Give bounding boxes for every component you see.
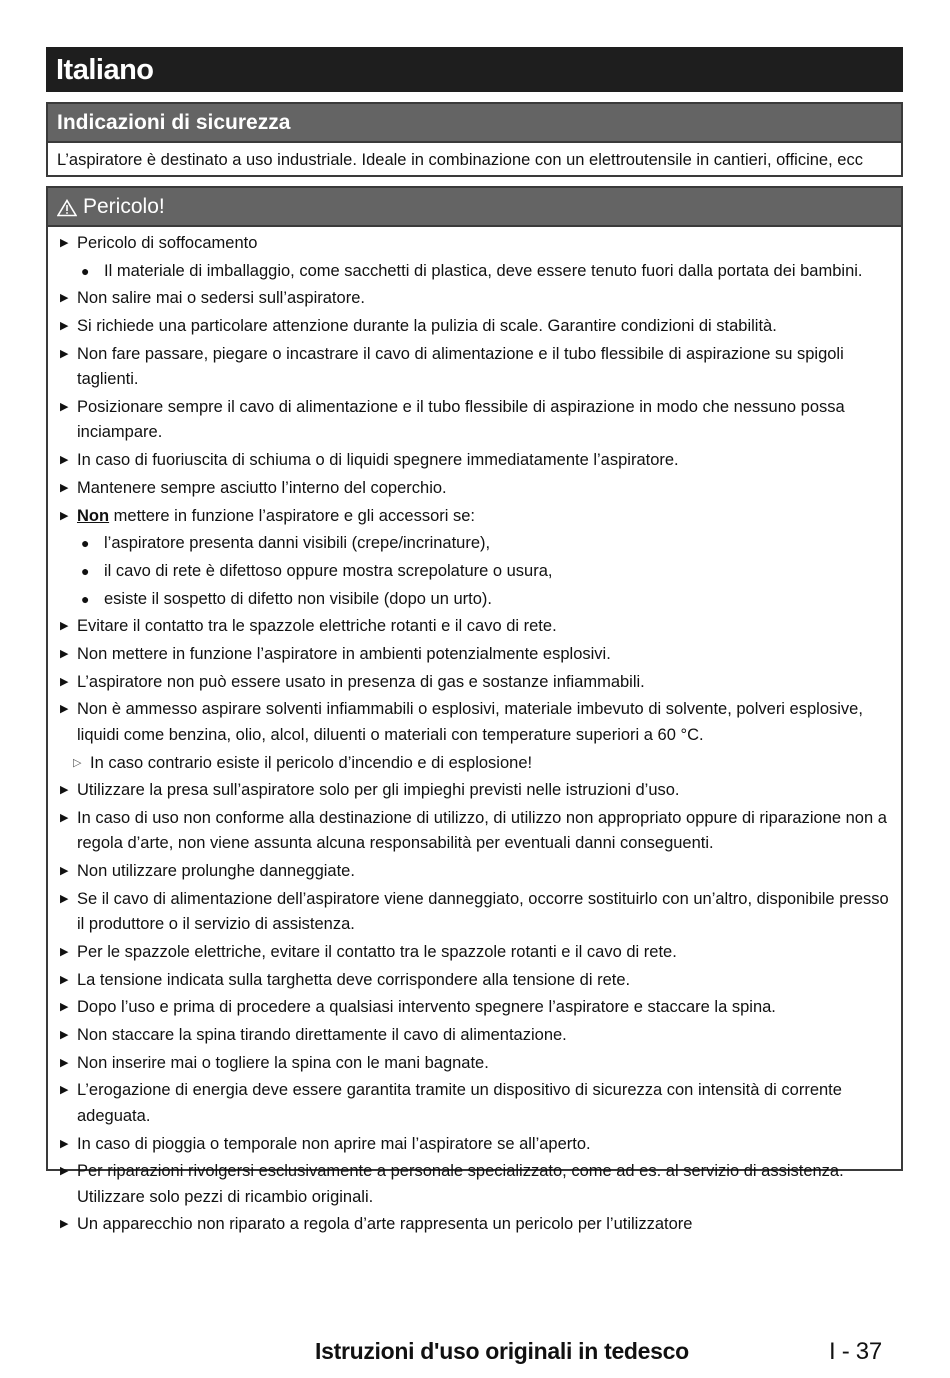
list-item — [48, 940, 889, 968]
list-item — [48, 342, 889, 395]
list-item — [48, 1212, 889, 1240]
arrow-bullet-icon: ▶ — [60, 892, 69, 905]
list-item — [48, 697, 889, 750]
item-text: In caso di fuoriuscita di schiuma o di liquidi spegnere immediatamente l’aspiratore. — [77, 451, 679, 470]
item-text: il cavo di rete è difettoso oppure mostra screpolature o usura, — [104, 561, 553, 580]
item-text: esiste il sospetto di difetto non visibile (dopo un urto). — [104, 589, 492, 608]
danger-heading: Pericolo! — [83, 194, 165, 218]
list-item — [48, 1132, 889, 1160]
arrow-bullet-icon: ▶ — [60, 481, 69, 494]
consequence-item — [48, 751, 889, 779]
item-text: In caso di pioggia o temporale non aprire mai l’aspiratore se all’aperto. — [77, 1134, 591, 1153]
item-text: Mantenere sempre asciutto l’interno del coperchio. — [77, 478, 447, 497]
item-text: In caso di uso non conforme alla destinazione di utilizzo, di utilizzo non appropriato oppure di riparazione non a regola d’arte, non viene assunta alcuna responsabilità per eventuali danni conseguenti. — [77, 808, 887, 853]
sub-list-item — [48, 559, 889, 587]
arrow-bullet-icon: ▶ — [60, 620, 69, 633]
item-text: Non fare passare, piegare o incastrare il cavo di alimentazione e il tubo flessibile di aspirazione su spigoli taglienti. — [77, 344, 844, 389]
sub-list-item — [48, 259, 889, 287]
sub-list-item — [48, 587, 889, 615]
arrow-bullet-icon: ▶ — [60, 237, 69, 249]
arrow-bullet-icon: ▶ — [60, 945, 69, 958]
sub-list-item — [48, 531, 889, 559]
list-item — [48, 395, 889, 448]
list-item — [48, 1023, 889, 1051]
footer-title: Istruzioni d'uso originali in tedesco — [315, 1338, 689, 1364]
arrow-bullet-icon: ▶ — [60, 509, 69, 522]
item-text: Il materiale di imballaggio, come sacchetti di plastica, deve essere tenuto fuori dalla portata dei bambini. — [104, 261, 863, 280]
arrow-bullet-icon: ▶ — [60, 320, 69, 333]
list-item — [48, 806, 889, 859]
item-text: Dopo l’uso e prima di procedere a qualsiasi intervento spegnere l’aspiratore e staccare la spina. — [77, 998, 776, 1017]
list-item — [48, 670, 889, 698]
list-item — [48, 642, 889, 670]
arrow-bullet-icon: ▶ — [60, 400, 69, 413]
list-item — [48, 968, 889, 996]
list-item — [48, 286, 889, 314]
arrow-bullet-icon: ▶ — [60, 1056, 69, 1069]
arrow-bullet-icon: ▶ — [60, 647, 69, 660]
item-text: Non utilizzare prolunghe danneggiate. — [77, 862, 355, 881]
warning-triangle-icon — [57, 199, 77, 217]
item-text: l’aspiratore presenta danni visibili (crepe/incrinature), — [104, 534, 491, 553]
bullet-dot-icon: ● — [81, 535, 90, 552]
item-text: Utilizzare la presa sull’aspiratore solo per gli impieghi previsti nelle istruzioni d’uso. — [77, 781, 680, 800]
list-item — [48, 887, 889, 940]
safety-text: L’aspiratore è destinato a uso industriale. Ideale in combinazione con un elettroutensile in cantieri, officine, ecc — [57, 151, 863, 169]
list-item — [48, 504, 889, 532]
list-item — [48, 778, 889, 806]
item-text: Pericolo di soffocamento — [77, 234, 258, 252]
arrow-bullet-icon: ▶ — [60, 1137, 69, 1150]
danger-header — [48, 188, 901, 227]
item-text: mettere in funzione l’aspiratore e gli accessori se: — [109, 506, 476, 525]
arrow-bullet-icon: ▶ — [60, 675, 69, 688]
arrow-bullet-icon: ▶ — [60, 1001, 69, 1014]
danger-section — [46, 186, 903, 1234]
item-text: Un apparecchio non riparato a regola d’arte rappresenta un pericolo per l’utilizzatore — [77, 1215, 693, 1234]
arrow-bullet-icon: ▶ — [60, 865, 69, 878]
arrow-bullet-icon: ▶ — [60, 1165, 69, 1178]
arrow-bullet-icon: ▶ — [60, 292, 69, 305]
emphasis-text: Non — [77, 506, 110, 525]
language-heading: Italiano — [46, 47, 903, 92]
bullet-dot-icon: ● — [81, 262, 90, 279]
item-text: L’erogazione di energia deve essere garantita tramite un dispositivo di sicurezza con intensità di corrente adeguata. — [77, 1081, 842, 1125]
item-text: Posizionare sempre il cavo di alimentazione e il tubo flessibile di aspirazione in modo che nessuno possa inciampare. — [77, 397, 845, 442]
item-text: Non mettere in funzione l’aspiratore in ambienti potenzialmente esplosivi. — [77, 644, 611, 663]
list-item — [48, 995, 889, 1023]
arrow-bullet-icon: ▶ — [60, 973, 69, 986]
hollow-arrow-icon: ▷ — [73, 756, 82, 769]
item-text: Non è ammesso aspirare solventi infiammabili o esplosivi, materiale imbevuto di solvente, polveri esplosive, liquidi come benzina, olio, alcol, diluenti o materiali con temperature superiori a 60 °C. — [77, 700, 863, 744]
list-item — [48, 1078, 889, 1131]
arrow-bullet-icon: ▶ — [60, 784, 69, 797]
safety-heading: Indicazioni di sicurezza — [48, 104, 901, 143]
item-text: Si richiede una particolare attenzione durante la pulizia di scale. Garantire condizioni di stabilità. — [77, 317, 777, 336]
item-text: Evitare il contatto tra le spazzole elettriche rotanti e il cavo di rete. — [77, 617, 557, 636]
list-item — [48, 448, 889, 476]
item-text: Per riparazioni rivolgersi esclusivamente a personale specializzato, come ad es. al servizio di assistenza. Utilizzare solo pezzi di ricambio originali. — [77, 1162, 844, 1206]
item-text: Non staccare la spina tirando direttamente il cavo di alimentazione. — [77, 1026, 567, 1044]
page-number: I - 37 — [829, 1338, 882, 1365]
arrow-bullet-icon: ▶ — [60, 1084, 69, 1097]
arrow-bullet-icon: ▶ — [60, 703, 69, 716]
list-item — [48, 476, 889, 504]
item-text: Non salire mai o sedersi sull’aspiratore. — [77, 289, 365, 308]
list-item — [48, 1159, 889, 1212]
arrow-bullet-icon: ▶ — [60, 347, 69, 360]
arrow-bullet-icon: ▶ — [60, 1218, 69, 1231]
list-item — [48, 614, 889, 642]
list-item — [48, 1051, 889, 1079]
bullet-dot-icon: ● — [81, 590, 90, 607]
item-text: In caso contrario esiste il pericolo d’incendio e di esplosione! — [90, 753, 533, 772]
item-text: La tensione indicata sulla targhetta deve corrispondere alla tensione di rete. — [77, 970, 631, 989]
item-text: L’aspiratore non può essere usato in presenza di gas e sostanze infiammabili. — [77, 672, 645, 691]
item-text: Per le spazzole elettriche, evitare il contatto tra le spazzole rotanti e il cavo di rete. — [77, 942, 677, 961]
danger-list — [48, 227, 901, 1240]
list-item — [48, 859, 889, 887]
bullet-dot-icon: ● — [81, 562, 90, 579]
item-text: Non inserire mai o togliere la spina con le mani bagnate. — [77, 1053, 489, 1072]
list-item — [48, 314, 889, 342]
arrow-bullet-icon: ▶ — [60, 811, 69, 824]
arrow-bullet-icon: ▶ — [60, 454, 69, 467]
arrow-bullet-icon: ▶ — [60, 1029, 69, 1041]
safety-section — [46, 102, 903, 177]
list-item — [48, 231, 889, 259]
item-text: Se il cavo di alimentazione dell’aspiratore viene danneggiato, occorre sostituirlo con un’altro, disponibile presso il produttore o il servizio di assistenza. — [77, 889, 889, 934]
